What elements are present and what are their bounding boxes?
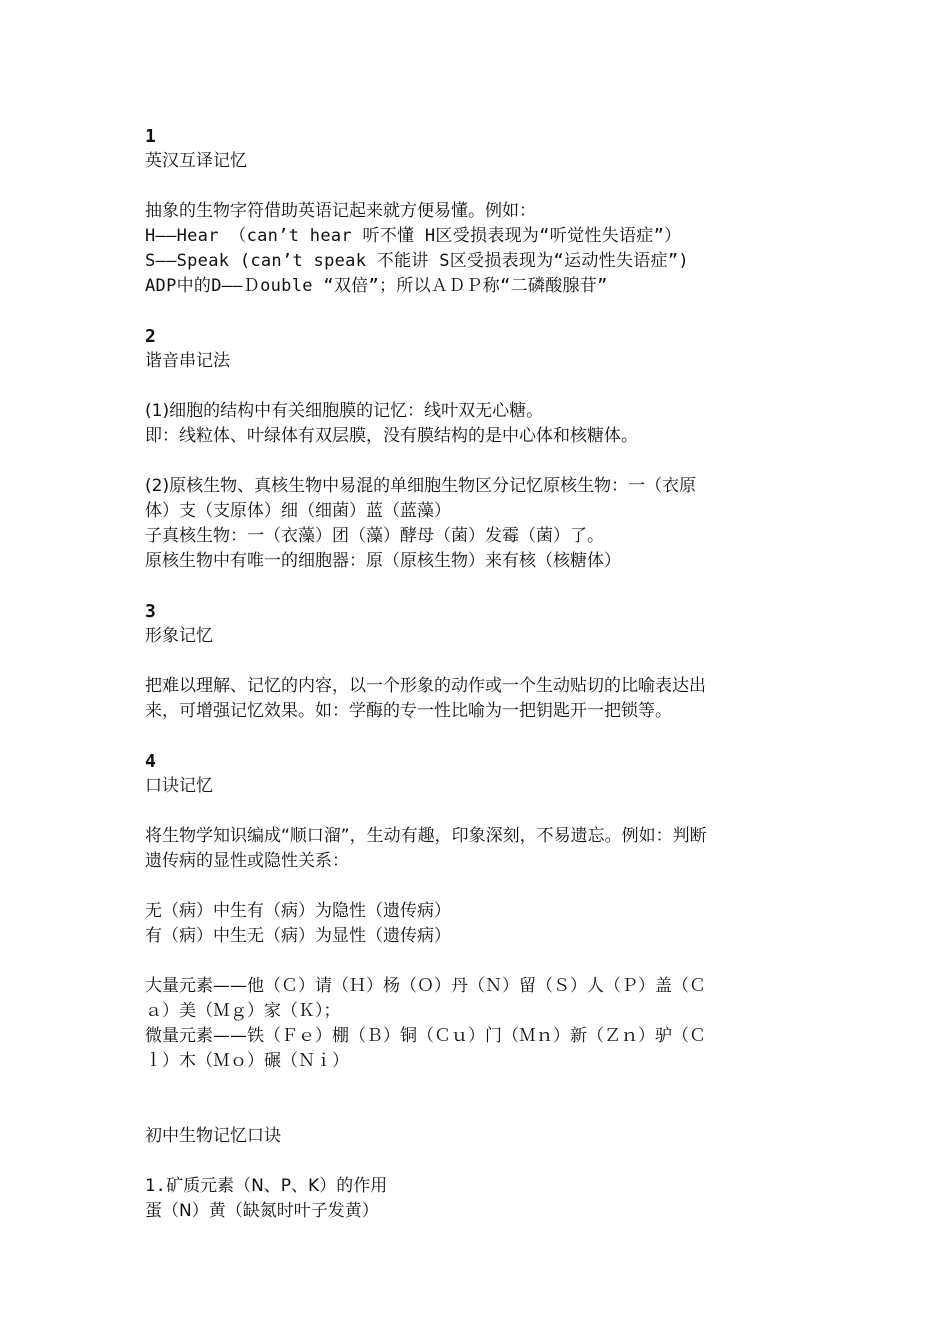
section-4-elements-line: 微量元素——铁（Ｆｅ）棚（Ｂ）铜（Ｃｕ）门（Ｍｎ）新（Ｚｎ）驴（Ｃ bbox=[145, 1026, 706, 1046]
section-2-para2-line: 子真核生物：一（衣藻）团（藻）酵母（菌）发霉（菌）了。 bbox=[145, 526, 604, 546]
section-3-para-line: 来，可增强记忆效果。如：学酶的专一性比喻为一把钥匙开一把锁等。 bbox=[145, 701, 672, 721]
section-4-title: 口诀记忆 bbox=[145, 776, 213, 796]
section-4-elements-line: ｌ）木（Ｍｏ）碾（Ｎｉ） bbox=[145, 1051, 349, 1071]
document-page bbox=[145, 124, 805, 1224]
section-1-line-adp: ADP中的D——Ｄouble “双倍”；所以ＡＤＰ称“二磷酸腺苷” bbox=[145, 276, 608, 296]
section-2-title: 谐音串记法 bbox=[145, 351, 230, 371]
section-1-line-speak: S——Speak (can’t speak 不能讲 S区受损表现为“运动性失语症”) bbox=[145, 251, 689, 271]
section-3-number: 3 bbox=[145, 601, 156, 622]
junior-biology-heading: 初中生物记忆口诀 bbox=[145, 1126, 281, 1146]
section-1-intro: 抽象的生物字符借助英语记起来就方便易懂。例如： bbox=[145, 201, 536, 221]
section-2-para1-line: 即：线粒体、叶绿体有双层膜，没有膜结构的是中心体和核糖体。 bbox=[145, 426, 638, 446]
section-4-intro-line: 将生物学知识编成“顺口溜”，生动有趣，印象深刻，不易遗忘。例如：判断 bbox=[145, 826, 707, 846]
section-2-number: 2 bbox=[145, 326, 156, 347]
item-title: 矿质元素（N、P、K）的作用 bbox=[166, 1176, 388, 1196]
section-4-elements-line: ａ）美（Ｍｇ）家（Ｋ）； bbox=[145, 1001, 341, 1021]
section-3-title: 形象记忆 bbox=[145, 626, 213, 646]
section-1-number: 1 bbox=[145, 126, 156, 147]
section-4-intro-line: 遗传病的显性或隐性关系： bbox=[145, 851, 349, 871]
section-2-para2-line: 原核生物中有唯一的细胞器：原（原核生物）来有核（核糖体） bbox=[145, 551, 621, 571]
section-2-para2-line: (2)原核生物、真核生物中易混的单细胞生物区分记忆原核生物：一（衣原 bbox=[145, 476, 697, 496]
section-4-rule-line: 有（病）中生无（病）为显性（遗传病） bbox=[145, 926, 451, 946]
section-4-rule-line: 无（病）中生有（病）为隐性（遗传病） bbox=[145, 901, 451, 921]
section-2-para2-line: 体）支（支原体）细（细菌）蓝（蓝藻） bbox=[145, 501, 451, 521]
item-number: 1. bbox=[145, 1176, 167, 1196]
mineral-elements-line: 蛋（N）黄（缺氮时叶子发黄） bbox=[145, 1201, 379, 1221]
section-4-elements-line: 大量元素——他（Ｃ）请（Ｈ）杨（Ｏ）丹（Ｎ）留（Ｓ）人（Ｐ）盖（Ｃ bbox=[145, 976, 706, 996]
section-4-number: 4 bbox=[145, 751, 156, 772]
section-1-line-hear: H——Hear （can’t hear 听不懂 H区受损表现为“听觉性失语症”） bbox=[145, 226, 682, 246]
section-2-para1-line: (1)细胞的结构中有关细胞膜的记忆：线叶双无心糖。 bbox=[145, 401, 544, 421]
mineral-elements-item bbox=[145, 1174, 805, 1199]
section-3-para-line: 把难以理解、记忆的内容，以一个形象的动作或一个生动贴切的比喻表达出 bbox=[145, 676, 706, 696]
section-1-title: 英汉互译记忆 bbox=[145, 151, 247, 171]
